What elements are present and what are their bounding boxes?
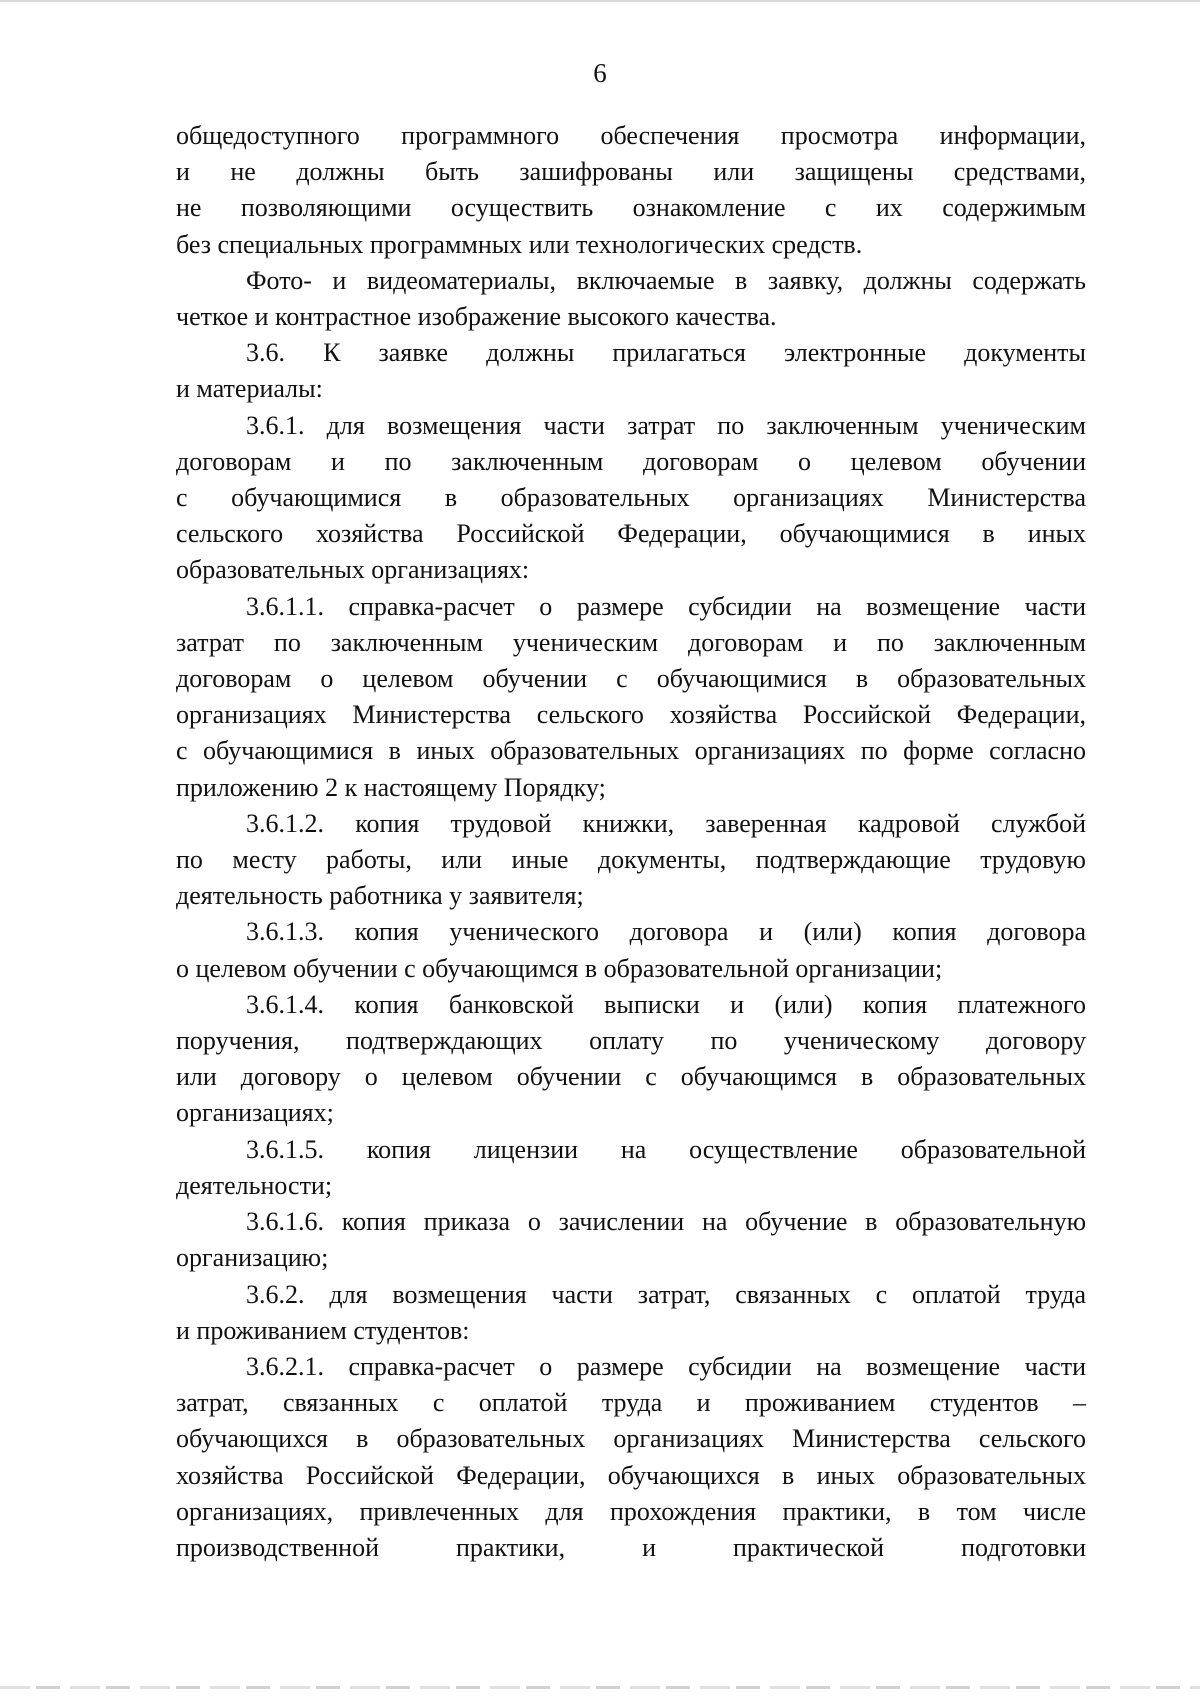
scan-bottom-edge xyxy=(0,1686,1200,1689)
text-line: сельского хозяйства Российской Федерации, обучающимися в иных xyxy=(176,519,1086,549)
text-line: и не должны быть зашифрованы или защищены средствами, xyxy=(176,157,1086,187)
text-line: 3.6.1.6. копия приказа о зачислении на обучение в образовательную xyxy=(246,1207,1086,1237)
text-line: затрат по заключенным ученическим договорам и по заключенным xyxy=(176,627,1086,657)
text-line: организацию; xyxy=(176,1243,329,1273)
text-line: деятельности; xyxy=(176,1170,333,1200)
text-line: 3.6. К заявке должны прилагаться электронные документы xyxy=(246,338,1086,368)
scan-top-edge xyxy=(0,0,1200,2)
text-line: и материалы: xyxy=(176,374,323,404)
text-line: договорам и по заключенным договорам о целевом обучении xyxy=(176,446,1086,476)
text-line: организациях, привлеченных для прохождения практики, в том числе xyxy=(176,1496,1086,1526)
text-line: о целевом обучении с обучающимся в образовательной организации; xyxy=(176,953,943,983)
text-line: 3.6.1.4. копия банковской выписки и (или) копия платежного xyxy=(246,989,1086,1019)
text-line: деятельность работника у заявителя; xyxy=(176,881,584,911)
text-line: без специальных программных или технологических средств. xyxy=(176,229,863,259)
text-line: организациях Министерства сельского хозяйства Российской Федерации, xyxy=(176,700,1086,730)
text-line: 3.6.2. для возмещения части затрат, связанных с оплатой труда xyxy=(246,1279,1086,1309)
text-line: 3.6.1.2. копия трудовой книжки, заверенная кадровой службой xyxy=(246,808,1086,838)
text-line: не позволяющими осуществить ознакомление с их содержимым xyxy=(176,193,1086,223)
text-line: образовательных организациях: xyxy=(176,555,530,585)
text-line: Фото- и видеоматериалы, включаемые в заявку, должны содержать xyxy=(246,265,1086,295)
text-line: или договору о целевом обучении с обучающимся в образовательных xyxy=(176,1062,1086,1092)
text-line: 3.6.1.5. копия лицензии на осуществление образовательной xyxy=(246,1134,1086,1164)
text-line: по месту работы, или иные документы, подтверждающие трудовую xyxy=(176,845,1086,875)
text-line: четкое и контрастное изображение высокого качества. xyxy=(176,302,777,332)
text-line: общедоступного программного обеспечения просмотра информации, xyxy=(176,121,1086,150)
text-line: приложению 2 к настоящему Порядку; xyxy=(176,772,606,802)
text-line: с обучающимися в иных образовательных организациях по форме согласно xyxy=(176,736,1086,766)
text-line: производственной практики, и практической подготовки xyxy=(176,1532,1086,1562)
text-line: хозяйства Российской Федерации, обучающихся в иных образовательных xyxy=(176,1460,1086,1490)
text-line: 3.6.1.3. копия ученического договора и (или) копия договора xyxy=(246,917,1086,947)
text-line: обучающихся в образовательных организациях Министерства сельского xyxy=(176,1424,1086,1454)
text-line: с обучающимися в образовательных организациях Министерства xyxy=(176,483,1086,513)
text-line: 3.6.2.1. справка-расчет о размере субсидии на возмещение части xyxy=(246,1351,1086,1381)
text-line: 3.6.1.1. справка-расчет о размере субсидии на возмещение части xyxy=(246,591,1086,621)
text-line: поручения, подтверждающих оплату по ученическому договору xyxy=(176,1026,1086,1056)
text-line: и проживанием студентов: xyxy=(176,1315,470,1345)
text-line: затрат, связанных с оплатой труда и проживанием студентов – xyxy=(176,1388,1086,1418)
text-line: организациях; xyxy=(176,1098,334,1128)
text-line: 3.6.1. для возмещения части затрат по заключенным ученическим xyxy=(246,410,1086,440)
document-body xyxy=(176,118,1086,1566)
text-line: договорам о целевом обучении с обучающимися в образовательных xyxy=(176,664,1086,694)
page-number: 6 xyxy=(593,58,607,88)
